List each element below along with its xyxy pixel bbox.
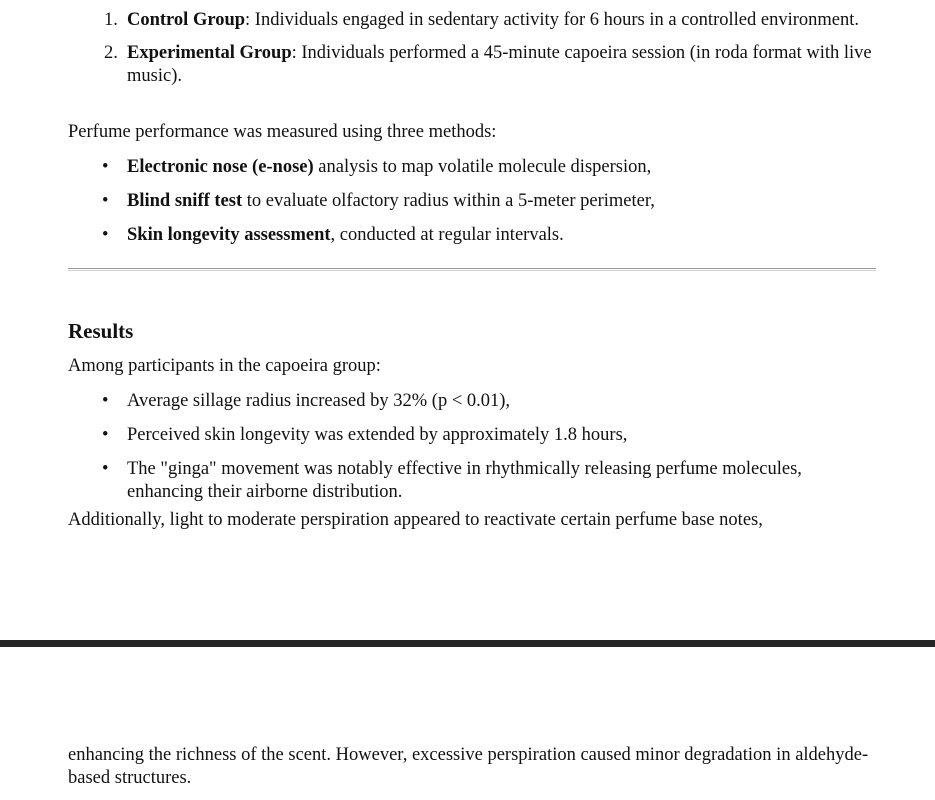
methods-measures-block <box>68 121 878 258</box>
group-description: : Individuals engaged in sedentary activity for 6 hours in a controlled environment. <box>245 10 859 30</box>
finding-text: Average sillage radius increased by 32% (p < 0.01), <box>127 391 511 411</box>
bullet-icon: • <box>102 157 109 177</box>
list-item <box>102 424 878 447</box>
measure-description: , conducted at regular intervals. <box>330 225 564 245</box>
measure-term: Electronic nose (e-nose) <box>127 157 314 177</box>
study-groups-list <box>68 9 927 98</box>
list-item <box>102 458 878 504</box>
continuation-paragraph: enhancing the richness of the scent. However, excessive perspiration caused minor degradation in aldehyde-based structures. <box>68 745 869 788</box>
group-description: : Individuals performed a 45-minute capoeira session (in roda format with live music). <box>127 43 872 86</box>
list-item <box>104 9 927 32</box>
measure-term: Skin longevity assessment <box>127 225 331 245</box>
group-term: Control Group <box>127 10 246 30</box>
list-item <box>102 390 878 413</box>
horizontal-divider <box>68 268 876 271</box>
list-number: 2. <box>104 43 118 63</box>
results-additional: Additionally, light to moderate perspiration appeared to reactivate certain perfume base notes, <box>68 510 763 530</box>
list-item <box>102 156 878 179</box>
measure-description: analysis to map volatile molecule dispersion, <box>313 157 652 177</box>
measure-intro: Perfume performance was measured using three methods: <box>68 122 497 142</box>
list-number: 1. <box>104 10 118 30</box>
bullet-icon: • <box>102 425 109 445</box>
bullet-icon: • <box>102 391 109 411</box>
measures-list <box>68 156 878 247</box>
group-term: Experimental Group <box>127 43 292 63</box>
finding-text: Perceived skin longevity was extended by approximately 1.8 hours, <box>127 425 628 445</box>
results-block <box>68 355 878 532</box>
list-item <box>102 190 878 213</box>
findings-list <box>68 390 878 504</box>
measure-term: Blind sniff test <box>127 191 243 211</box>
page-break-divider <box>0 640 935 647</box>
list-item <box>102 224 878 247</box>
bullet-icon: • <box>102 459 109 479</box>
finding-text: The "ginga" movement was notably effective in rhythmically releasing perfume molecules, enhancing their airborne distribution. <box>127 459 802 502</box>
list-item <box>104 42 927 88</box>
bullet-icon: • <box>102 225 109 245</box>
results-heading: Results <box>68 319 134 343</box>
measure-description: to evaluate olfactory radius within a 5-meter perimeter, <box>242 191 655 211</box>
bullet-icon: • <box>102 191 109 211</box>
results-intro: Among participants in the capoeira group: <box>68 356 381 376</box>
